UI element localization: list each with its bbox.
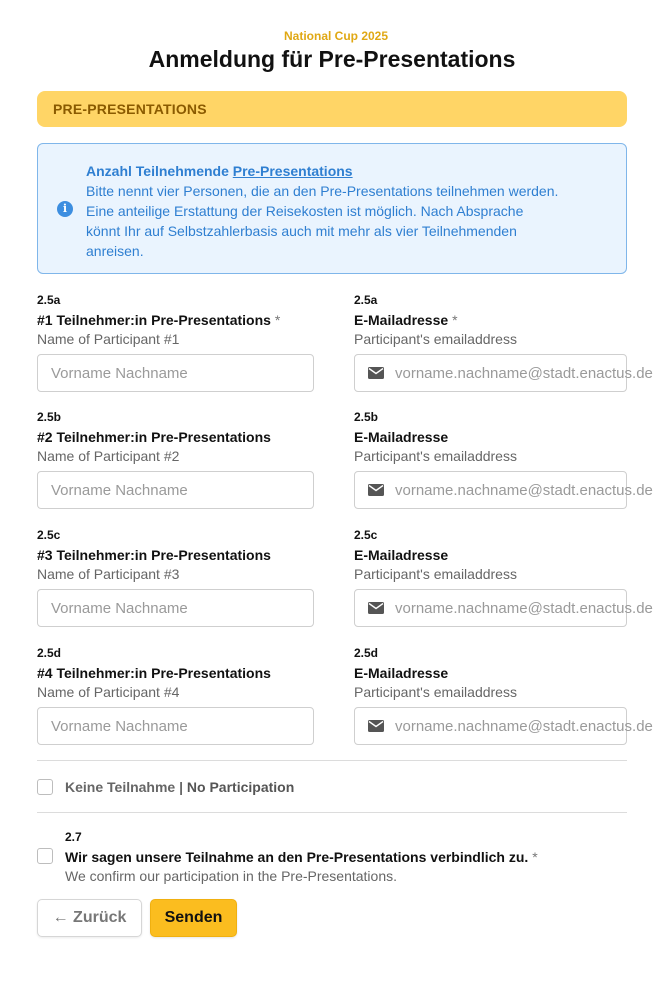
- input-placeholder: Vorname Nachname: [51, 364, 188, 382]
- participant-2-email-input[interactable]: [354, 471, 653, 509]
- required-marker: *: [452, 312, 458, 328]
- no-participation-checkbox[interactable]: [37, 779, 53, 795]
- field-number: 2.5c: [354, 528, 378, 542]
- envelope-icon: [368, 367, 384, 379]
- participant-4-name-input[interactable]: [37, 707, 314, 745]
- info-line: Bitte nennt vier Personen, die an den Pre-Presentations teilnehmen werden.: [86, 183, 559, 199]
- field-help: Participant's emailaddress: [354, 448, 517, 464]
- input-placeholder: Vorname Nachname: [51, 481, 188, 499]
- field-help: Name of Participant #3: [37, 566, 180, 582]
- participant-2-email-field: [354, 410, 517, 465]
- info-line: könnt Ihr auf Selbstzahlerbasis auch mit mehr als vier Teilnehmenden: [86, 223, 517, 239]
- participant-2-name-field: [37, 410, 271, 465]
- info-title: Anzahl Teilnehmende Pre-Presentations: [86, 163, 353, 179]
- info-line: Eine anteilige Erstattung der Reisekosten ist möglich. Nach Absprache: [86, 203, 524, 219]
- confirm-checkbox[interactable]: [37, 848, 53, 864]
- field-label: #1 Teilnehmer:in Pre-Presentations *: [37, 312, 281, 328]
- info-box: [37, 143, 627, 274]
- envelope-icon: [368, 484, 384, 496]
- input-placeholder: vorname.nachname@stadt.enactus.de: [395, 599, 653, 617]
- field-help: Participant's emailaddress: [354, 331, 517, 347]
- input-placeholder: Vorname Nachname: [51, 599, 188, 617]
- field-help: Participant's emailaddress: [354, 566, 517, 582]
- field-label: E-Mailadresse: [354, 665, 449, 681]
- field-label: E-Mailadresse: [354, 547, 449, 563]
- info-line: anreisen.: [86, 243, 144, 259]
- participant-1-name-input[interactable]: [37, 354, 314, 392]
- eyebrow-title: National Cup 2025: [283, 29, 389, 43]
- participant-3-email-field: [354, 528, 517, 583]
- required-marker: *: [532, 849, 538, 865]
- input-placeholder: vorname.nachname@stadt.enactus.de: [395, 481, 653, 499]
- confirm-label[interactable]: Wir sagen unsere Teilnahme an den Pre-Presentations verbindlich zu. *: [65, 849, 538, 865]
- confirm-field: [65, 830, 538, 885]
- field-label: E-Mailadresse *: [354, 312, 458, 328]
- field-number: 2.5c: [37, 528, 61, 542]
- field-label: #3 Teilnehmer:in Pre-Presentations: [37, 547, 271, 563]
- field-number: 2.5d: [37, 646, 62, 660]
- participant-1-email-input[interactable]: [354, 354, 653, 392]
- participant-2-name-input[interactable]: [37, 471, 314, 509]
- envelope-icon: [368, 720, 384, 732]
- participant-1-email-field: [354, 293, 517, 348]
- info-icon: i: [57, 201, 73, 217]
- field-label: #2 Teilnehmer:in Pre-Presentations: [37, 429, 271, 445]
- participant-4-email-input[interactable]: [354, 707, 653, 745]
- send-button[interactable]: Senden: [150, 899, 237, 937]
- divider: [37, 760, 627, 761]
- field-help: Name of Participant #2: [37, 448, 180, 464]
- divider: [37, 812, 627, 813]
- participant-4-name-field: [37, 646, 271, 701]
- field-help: Participant's emailaddress: [354, 684, 517, 700]
- field-number: 2.5d: [354, 646, 379, 660]
- field-number: 2.7: [65, 830, 82, 844]
- field-number: 2.5a: [37, 293, 61, 307]
- participant-3-email-input[interactable]: [354, 589, 653, 627]
- input-placeholder: vorname.nachname@stadt.enactus.de: [395, 364, 653, 382]
- field-number: 2.5b: [37, 410, 62, 424]
- field-help: Name of Participant #4: [37, 684, 180, 700]
- page-title: Anmeldung für Pre-Presentations: [148, 46, 516, 72]
- participant-4-email-field: [354, 646, 517, 701]
- participant-1-name-field: [37, 293, 280, 348]
- no-participation-label[interactable]: Keine Teilnahme | No Participation: [65, 779, 295, 795]
- field-help: Name of Participant #1: [37, 331, 180, 347]
- input-placeholder: Vorname Nachname: [51, 717, 188, 735]
- participant-3-name-field: [37, 528, 271, 583]
- field-number: 2.5a: [354, 293, 378, 307]
- envelope-icon: [368, 602, 384, 614]
- field-label: E-Mailadresse: [354, 429, 449, 445]
- field-label: #4 Teilnehmer:in Pre-Presentations: [37, 665, 271, 681]
- section-header: PRE-PRESENTATIONS: [37, 91, 627, 127]
- back-button[interactable]: ← Zurück: [37, 899, 142, 937]
- input-placeholder: vorname.nachname@stadt.enactus.de: [395, 717, 653, 735]
- field-number: 2.5b: [354, 410, 379, 424]
- required-marker: *: [274, 312, 281, 328]
- participant-3-name-input[interactable]: [37, 589, 314, 627]
- field-help: We confirm our participation in the Pre-Presentations.: [65, 868, 398, 884]
- pre-presentations-link[interactable]: Pre-Presentations: [232, 163, 353, 179]
